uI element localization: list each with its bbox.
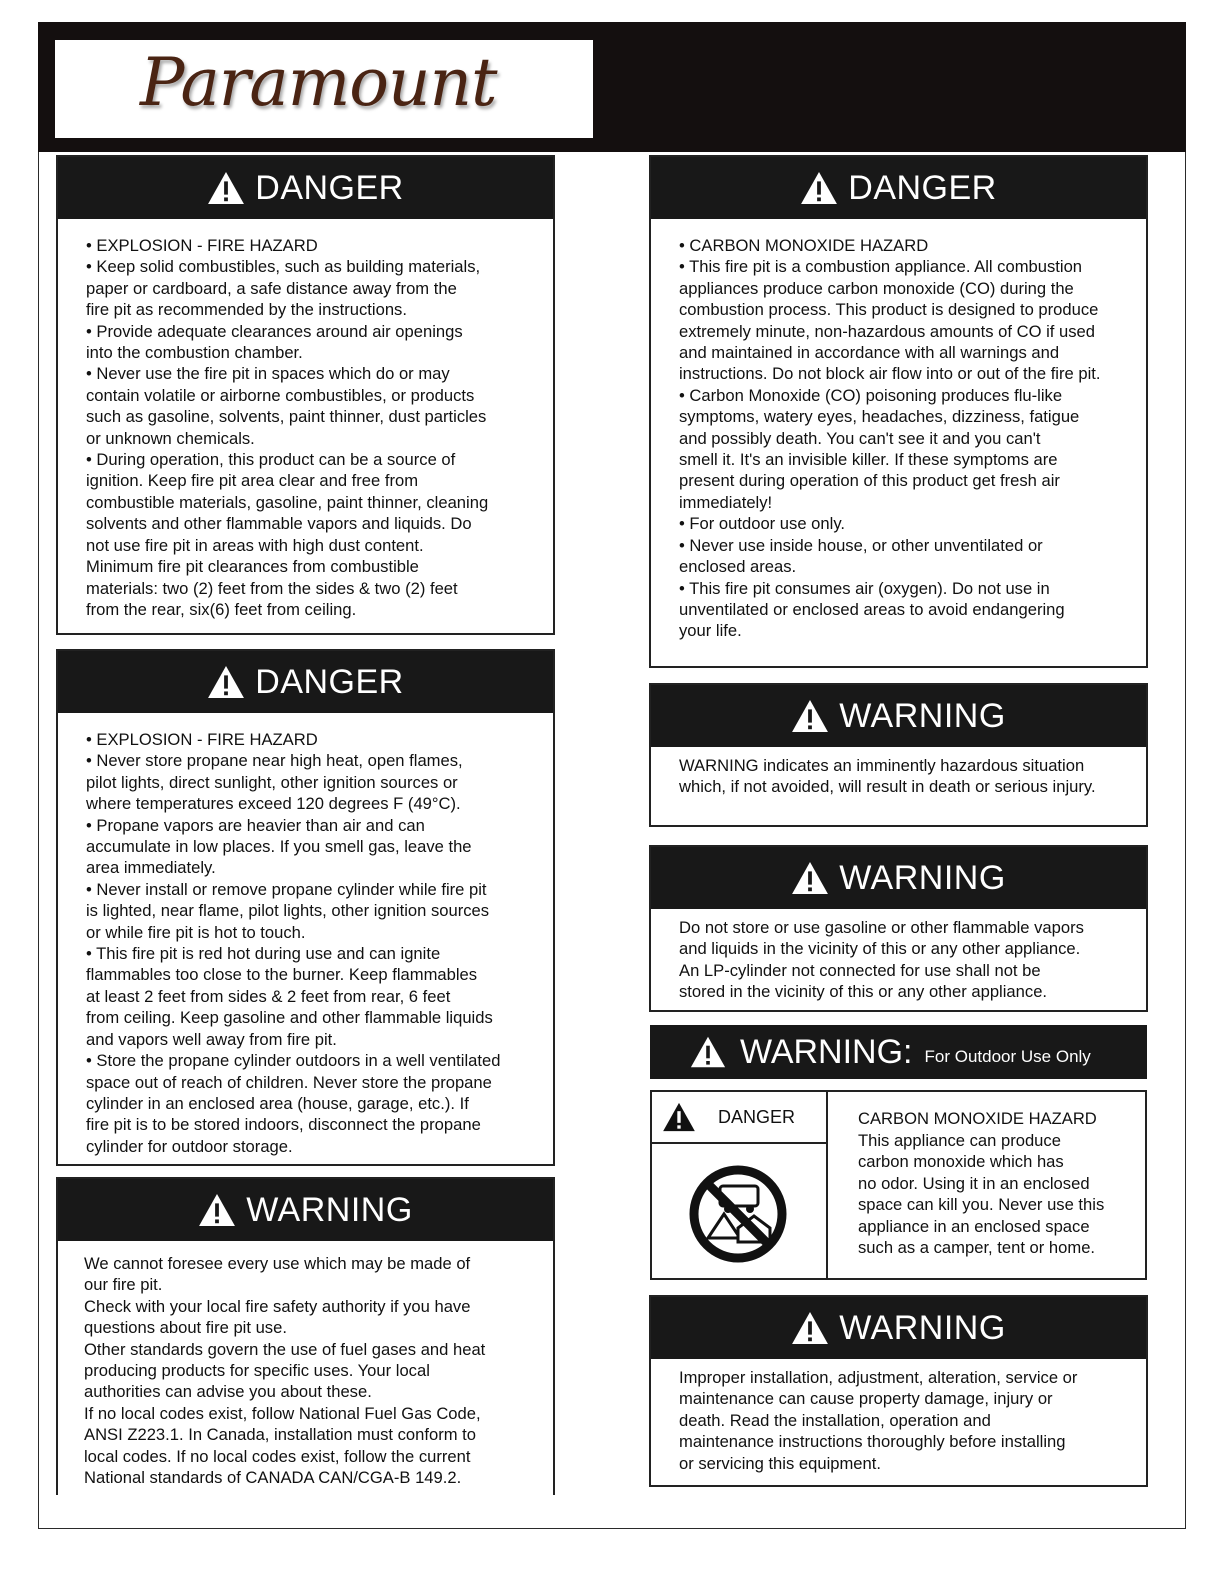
warning-triangle-icon: [791, 1311, 829, 1345]
body-line: producing products for specific uses. Your local: [84, 1361, 430, 1381]
warning-triangle-icon: [662, 1102, 696, 1132]
co-danger-row: [652, 1092, 826, 1144]
body-line: cylinder for outdoor storage.: [86, 1136, 293, 1156]
danger-header: [58, 651, 553, 713]
body-line: from ceiling. Keep gasoline and other flammable liquids: [86, 1008, 493, 1028]
body-line: authorities can advise you about these.: [84, 1382, 372, 1402]
warning-panel-local-codes: [56, 1177, 555, 1495]
warning-triangle-icon: [791, 699, 829, 733]
logo-box: [55, 40, 593, 138]
body-line: symptoms, watery eyes, headaches, dizziness, fatigue: [679, 407, 1080, 427]
body-line: and maintained in accordance with all warnings and: [679, 343, 1060, 363]
co-danger-label: DANGER: [718, 1106, 796, 1127]
body-line: We cannot foresee every use which may be made of: [84, 1254, 471, 1273]
body-line: instructions. Do not block air flow into or out of the fire pit.: [679, 364, 1101, 384]
body-line: materials: two (2) feet from the sides & two (2) feet: [86, 578, 458, 598]
body-line: • For outdoor use only.: [679, 514, 845, 534]
body-line: appliance in an enclosed space: [858, 1216, 1090, 1236]
warning-panel-installation: [649, 1295, 1148, 1487]
body-line: paper or cardboard, a safe distance away from the: [86, 278, 457, 298]
warning-body: [651, 747, 1146, 798]
body-line: If no local codes exist, follow National Fuel Gas Code,: [84, 1403, 481, 1423]
body-line: maintenance instructions thoroughly before installing: [679, 1432, 1066, 1452]
warning-triangle-icon: [791, 861, 829, 895]
warning-title: WARNING: [839, 696, 1006, 735]
body-line: Check with your local fire safety authority if you have: [84, 1296, 471, 1316]
body-line: present during operation of this product get fresh air: [679, 471, 1060, 491]
body-line: combustion process. This product is designed to produce: [679, 300, 1099, 320]
body-line: • During operation, this product can be a source of: [86, 450, 456, 470]
body-line: Other standards govern the use of fuel gases and heat: [84, 1339, 486, 1359]
body-line: is lighted, near flame, pilot lights, other ignition sources: [86, 901, 490, 921]
body-line: and possibly death. You can't see it and you can't: [679, 428, 1041, 448]
body-line: • Store the propane cylinder outdoors in a well ventilated: [86, 1051, 501, 1071]
body-line: • Never use the fire pit in spaces which do or may: [86, 364, 450, 384]
co-hazard-left: [652, 1092, 828, 1278]
body-line: fire pit as recommended by the instructions.: [86, 300, 407, 320]
co-hazard-label: [650, 1090, 1147, 1280]
body-line: • CARBON MONOXIDE HAZARD: [679, 236, 929, 255]
body-line: extremely minute, non-hazardous amounts of CO if used: [679, 321, 1095, 341]
warning-header: [58, 1179, 553, 1241]
body-line: immediately!: [679, 492, 773, 512]
body-line: • Never install or remove propane cylinder while fire pit: [86, 879, 487, 899]
no-enclosed-space-icon: [688, 1164, 788, 1264]
body-line: • Never store propane near high heat, open flames,: [86, 751, 463, 771]
body-line: questions about fire pit use.: [84, 1318, 287, 1338]
body-line: • EXPLOSION - FIRE HAZARD: [86, 730, 318, 749]
danger-title: DANGER: [255, 662, 404, 701]
warning-triangle-icon: [207, 171, 245, 205]
body-line: • This fire pit consumes air (oxygen). Do not use in: [679, 578, 1050, 598]
warning-body: [651, 909, 1146, 1003]
warning-header: [651, 847, 1146, 909]
body-line: fire pit is to be stored indoors, disconnect the propane: [86, 1115, 481, 1135]
danger-title: DANGER: [848, 168, 997, 207]
body-line: CARBON MONOXIDE HAZARD: [858, 1109, 1097, 1128]
outdoor-warning-subtitle: For Outdoor Use Only: [924, 1047, 1091, 1066]
body-line: where temperatures exceed 120 degrees F (49°C).: [86, 794, 461, 814]
body-line: and vapors well away from fire pit.: [86, 1029, 337, 1049]
body-line: smell it. It's an invisible killer. If these symptoms are: [679, 450, 1058, 470]
body-line: accumulate in low places. If you smell gas, leave the: [86, 837, 472, 857]
outdoor-warning-title: WARNING:: [740, 1032, 913, 1071]
outdoor-warning-header: [650, 1025, 1147, 1079]
danger-header: [58, 157, 553, 219]
body-line: area immediately.: [86, 858, 216, 878]
body-line: • Provide adequate clearances around air openings: [86, 321, 463, 341]
body-line: • This fire pit is red hot during use and can ignite: [86, 944, 441, 964]
danger-header: [651, 157, 1146, 219]
danger-panel-explosion-1: [56, 155, 555, 635]
body-line: and liquids in the vicinity of this or any other appliance.: [679, 939, 1081, 959]
co-hazard-text: [858, 1108, 1138, 1259]
body-line: unventilated or enclosed areas to avoid endangering: [679, 599, 1065, 619]
body-line: no odor. Using it in an enclosed: [858, 1173, 1090, 1193]
danger-body: [58, 219, 553, 620]
body-line: This appliance can produce: [858, 1130, 1061, 1150]
body-line: death. Read the installation, operation and: [679, 1410, 991, 1430]
danger-body: [58, 713, 553, 1157]
body-line: our fire pit.: [84, 1275, 163, 1295]
body-line: maintenance can cause property damage, injury or: [679, 1389, 1053, 1409]
body-line: Improper installation, adjustment, alteration, service or: [679, 1368, 1078, 1387]
body-line: into the combustion chamber.: [86, 343, 303, 363]
body-line: your life.: [679, 621, 742, 641]
danger-panel-explosion-2: [56, 649, 555, 1166]
body-line: Minimum fire pit clearances from combustible: [86, 557, 419, 577]
warning-panel-gasoline: [649, 845, 1148, 1012]
body-line: An LP-cylinder not connected for use shall not be: [679, 960, 1041, 980]
body-line: from the rear, six(6) feet from ceiling.: [86, 599, 357, 619]
body-line: local codes. If no local codes exist, follow the current: [84, 1446, 471, 1466]
body-line: • Propane vapors are heavier than air and can: [86, 815, 425, 835]
body-line: • Never use inside house, or other unventilated or: [679, 535, 1043, 555]
body-line: ANSI Z223.1. In Canada, installation must conform to: [84, 1425, 476, 1445]
warning-triangle-icon: [207, 665, 245, 699]
body-line: space can kill you. Never use this: [858, 1195, 1105, 1214]
body-line: or servicing this equipment.: [679, 1453, 881, 1473]
danger-body: [651, 219, 1146, 642]
body-line: or while fire pit is hot to touch.: [86, 922, 306, 942]
body-line: WARNING indicates an imminently hazardous situation: [679, 756, 1085, 775]
body-line: ignition. Keep fire pit area clear and free from: [86, 471, 419, 491]
body-line: carbon monoxide which has: [858, 1152, 1064, 1171]
body-line: stored in the vicinity of this or any other appliance.: [679, 982, 1048, 1002]
warning-header: [651, 1297, 1146, 1359]
warning-triangle-icon: [800, 171, 838, 205]
warning-triangle-icon: [690, 1035, 726, 1069]
brand-logo: Paramount: [140, 44, 497, 121]
body-line: flammables too close to the burner. Keep flammables: [86, 965, 478, 985]
body-line: cylinder in an enclosed area (house, garage, etc.). If: [86, 1093, 469, 1113]
body-line: or unknown chemicals.: [86, 428, 255, 448]
body-line: • Carbon Monoxide (CO) poisoning produces flu-like: [679, 385, 1063, 405]
body-line: combustible materials, gasoline, paint thinner, cleaning: [86, 492, 489, 512]
body-line: • This fire pit is a combustion appliance. All combustion: [679, 257, 1083, 277]
warning-panel-definition: [649, 683, 1148, 827]
body-line: contain volatile or airborne combustibles, or products: [86, 385, 475, 405]
body-line: which, if not avoided, will result in death or serious injury.: [679, 777, 1096, 797]
warning-body: [58, 1241, 553, 1488]
warning-title: WARNING: [839, 1308, 1006, 1347]
danger-title: DANGER: [255, 168, 404, 207]
warning-triangle-icon: [198, 1193, 236, 1227]
body-line: National standards of CANADA CAN/CGA-B 149.2.: [84, 1468, 462, 1488]
body-line: Do not store or use gasoline or other flammable vapors: [679, 918, 1084, 937]
body-line: • Keep solid combustibles, such as building materials,: [86, 257, 481, 277]
danger-panel-carbon-monoxide: [649, 155, 1148, 668]
body-line: solvents and other flammable vapors and liquids. Do: [86, 514, 472, 534]
body-line: not use fire pit in areas with high dust content.: [86, 535, 424, 555]
warning-title: WARNING: [246, 1190, 413, 1229]
warning-header: [651, 685, 1146, 747]
body-line: space out of reach of children. Never store the propane: [86, 1072, 492, 1092]
body-line: enclosed areas.: [679, 557, 797, 577]
body-line: at least 2 feet from sides & 2 feet from rear, 6 feet: [86, 986, 451, 1006]
warning-title: WARNING: [839, 858, 1006, 897]
body-line: appliances produce carbon monoxide (CO) during the: [679, 278, 1074, 298]
warning-body: [651, 1359, 1146, 1474]
body-line: • EXPLOSION - FIRE HAZARD: [86, 236, 318, 255]
body-line: pilot lights, direct sunlight, other ignition sources or: [86, 772, 458, 792]
body-line: such as a camper, tent or home.: [858, 1238, 1096, 1257]
body-line: such as gasoline, solvents, paint thinner, dust particles: [86, 407, 487, 427]
